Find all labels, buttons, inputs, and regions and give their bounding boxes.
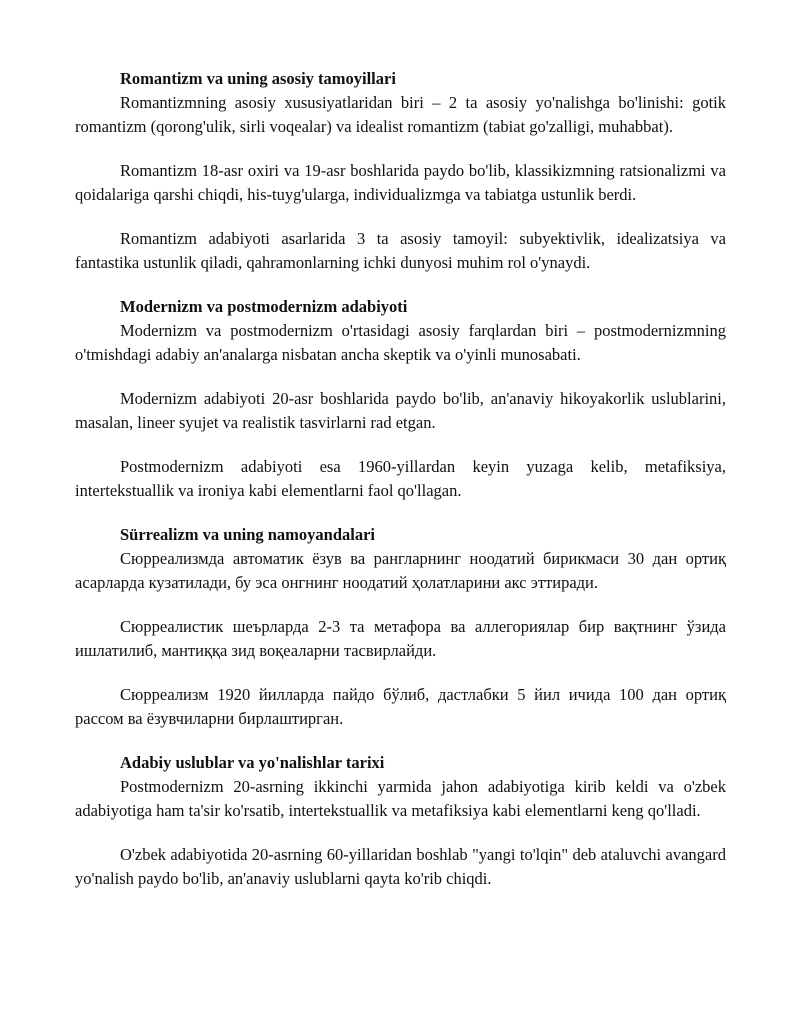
- section-heading: Adabiy uslublar va yo'nalishlar tarixi: [120, 753, 385, 772]
- section-heading: Modernizm va postmodernizm adabiyoti: [120, 297, 408, 316]
- section-heading: Sürrealizm va uning namoyandalari: [120, 525, 376, 544]
- paragraph: Romantizm 18-asr oxiri va 19-asr boshlarida paydo bo'lib, klassikizmning ratsionalizmi va qoidalariga qarshi chiqdi, his-tuyg'ularga, individualizmga va tabiatga ustunlik berdi.: [75, 161, 726, 204]
- section-uslublar-tarixi: [75, 751, 726, 891]
- paragraph: Сюрреализм 1920 йилларда пайдо бўлиб, дастлабки 5 йил ичида 100 дан ортиқ рассом ва ёзувчиларни бирлаштирган.: [75, 685, 726, 728]
- paragraph: Romantizmning asosiy xususiyatlaridan biri – 2 ta asosiy yo'nalishga bo'linishi: gotik romantizm (qorong'ulik, sirli voqealar) va idealist romantizm (tabiat go'zalligi, muhabbat).: [75, 93, 726, 136]
- paragraph: O'zbek adabiyotida 20-asrning 60-yillaridan boshlab "yangi to'lqin" deb ataluvchi avangard yo'nalish paydo bo'lib, an'anaviy uslublarni qayta ko'rib chiqdi.: [75, 845, 726, 888]
- paragraph: Сюрреалистик шеърларда 2-3 та метафора ва аллегориялар бир вақтнинг ўзида ишлатилиб, мантиққа зид воқеаларни тасвирлайди.: [75, 617, 726, 660]
- section-heading: Romantizm va uning asosiy tamoyillari: [120, 69, 396, 88]
- paragraph: Modernizm adabiyoti 20-asr boshlarida paydo bo'lib, an'anaviy hikoyakorlik uslublarini, masalan, lineer syujet va realistik tasvirlarni rad etgan.: [75, 389, 726, 432]
- paragraph: Romantizm adabiyoti asarlarida 3 ta asosiy tamoyil: subyektivlik, idealizatsiya va fantastika ustunlik qiladi, qahramonlarning ichki dunyosi muhim rol o'ynaydi.: [75, 229, 726, 272]
- section-surrealizm: [75, 523, 726, 731]
- section-romantizm: [75, 67, 726, 275]
- section-modernizm: [75, 295, 726, 503]
- paragraph: Postmodernizm 20-asrning ikkinchi yarmida jahon adabiyotiga kirib keldi va o'zbek adabiyotiga ham ta'sir ko'rsatib, intertekstuallik va metafiksiya kabi elementlarni keng qo'lladi.: [75, 777, 726, 820]
- paragraph: Modernizm va postmodernizm o'rtasidagi asosiy farqlardan biri – postmodernizmning o'tmishdagi adabiy an'analarga nisbatan ancha skeptik va o'yinli munosabati.: [75, 321, 726, 364]
- paragraph: Postmodernizm adabiyoti esa 1960-yillardan keyin yuzaga kelib, metafiksiya, intertekstuallik va ironiya kabi elementlarni faol qo'llagan.: [75, 457, 726, 500]
- paragraph: Сюрреализмда автоматик ёзув ва рангларнинг ноодатий бирикмаси 30 дан ортиқ асарларда кузатилади, бу эса онгнинг ноодатий ҳолатларини акс эттиради.: [75, 549, 726, 592]
- document-body: [75, 67, 726, 891]
